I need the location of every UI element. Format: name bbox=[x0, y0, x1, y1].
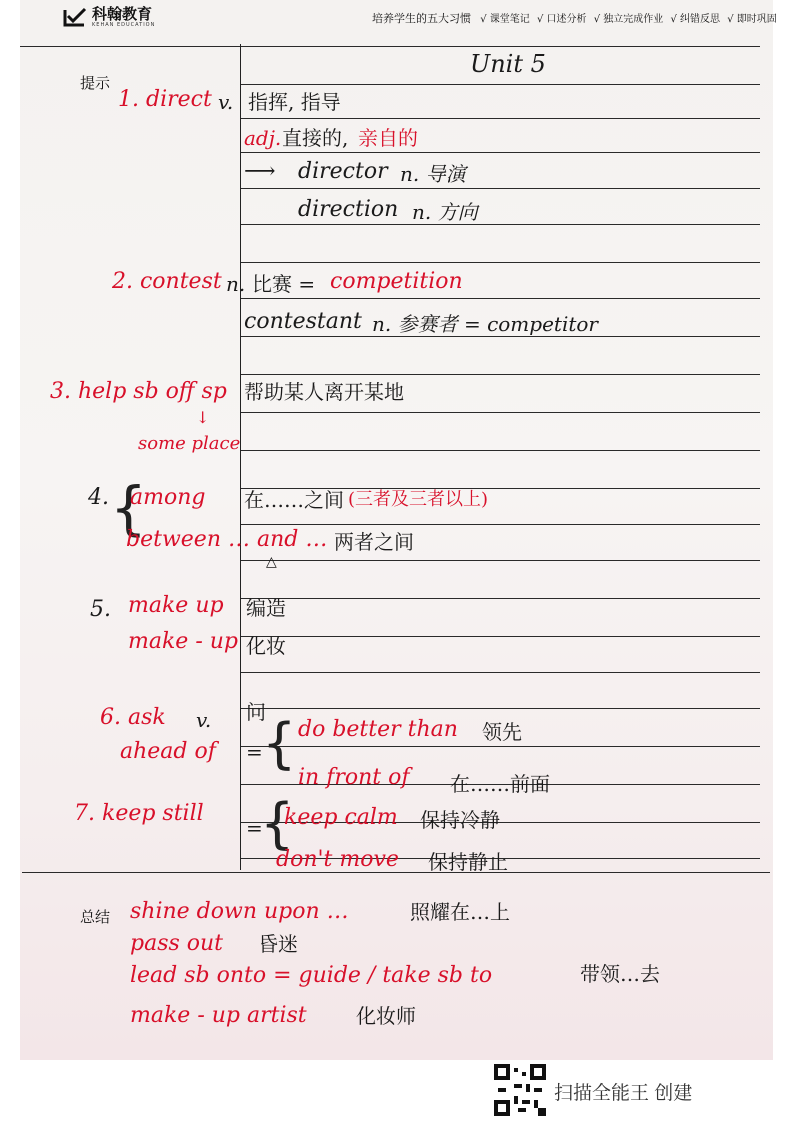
note2-meaning: 比赛 = bbox=[252, 272, 316, 296]
ruled-line bbox=[240, 672, 760, 673]
note1-adj-meaning: 直接的, bbox=[282, 126, 349, 150]
summary-line1: shine down upon … bbox=[130, 899, 349, 924]
note1-adj-tag: adj. bbox=[244, 126, 282, 150]
ruled-line bbox=[240, 84, 760, 85]
brand-name-en: KEHAN EDUCATION bbox=[92, 22, 156, 28]
note4-label: 4. bbox=[88, 485, 109, 510]
note1-term: 1. direct bbox=[118, 87, 212, 112]
ruled-line bbox=[240, 152, 760, 153]
note4-between-meaning: 两者之间 bbox=[334, 530, 414, 554]
brand-name-cn: 科翰教育 bbox=[92, 5, 153, 23]
tips-label: 提示 bbox=[80, 75, 111, 92]
note7-brace: { bbox=[260, 792, 295, 855]
ruled-line bbox=[240, 336, 760, 337]
note6-ahead: ahead of bbox=[120, 739, 216, 764]
note7-equals: = bbox=[246, 816, 263, 840]
note1-direction-meaning: n. 方向 bbox=[412, 200, 478, 224]
ruled-line bbox=[240, 262, 760, 263]
note2-contestant: contestant bbox=[244, 309, 362, 334]
ruled-line bbox=[240, 118, 760, 119]
note3-term: 3. help sb off sp bbox=[50, 379, 227, 404]
unit-title: Unit 5 bbox=[470, 50, 546, 78]
habit-item: √ 独立完成作业 bbox=[593, 14, 664, 25]
note3-arrow: ↓ bbox=[196, 408, 210, 427]
note3-meaning: 帮助某人离开某地 bbox=[244, 380, 404, 404]
note6-brace: { bbox=[262, 712, 297, 775]
note1-director: director bbox=[298, 159, 388, 184]
ruled-line bbox=[240, 560, 760, 561]
note6-term: 6. ask bbox=[100, 705, 166, 730]
note3-sp-note: some place bbox=[138, 433, 241, 454]
brand-logo bbox=[62, 6, 155, 29]
note6-pos: v. bbox=[196, 708, 212, 732]
page-header bbox=[0, 0, 793, 36]
note4-among: among bbox=[130, 485, 206, 510]
note4-among-note: (三者及三者以上) bbox=[348, 489, 489, 510]
note1-arrow: ⟶ bbox=[244, 159, 276, 184]
note7-opt2: don't move bbox=[276, 847, 399, 872]
summary-line3: lead sb onto = guide / take sb to bbox=[130, 963, 493, 988]
summary-line2: pass out bbox=[130, 931, 224, 956]
habit-item: √ 口述分析 bbox=[536, 14, 587, 25]
note1-meaning: 指挥, 指导 bbox=[248, 90, 341, 114]
note1-adj-meaning-red: 亲自的 bbox=[358, 126, 418, 150]
note7-opt1: keep calm bbox=[284, 805, 398, 830]
habit-item: √ 纠错反思 bbox=[670, 14, 720, 25]
scanner-watermark: 扫描全能王 创建 bbox=[554, 1083, 693, 1104]
ruled-line bbox=[240, 298, 760, 299]
summary-line2-cn: 昏迷 bbox=[258, 932, 298, 956]
note2-synonym: competition bbox=[330, 269, 463, 294]
note6-opt2-meaning: 在……前面 bbox=[450, 772, 550, 796]
ruled-line bbox=[240, 746, 760, 747]
ruled-line bbox=[240, 708, 760, 709]
summary-line4-cn: 化妆师 bbox=[356, 1004, 416, 1028]
note1-direction: direction bbox=[298, 197, 399, 222]
note6-meaning: 问 bbox=[246, 700, 266, 724]
summary-label: 总结 bbox=[80, 909, 111, 926]
habits-banner bbox=[372, 10, 781, 26]
habits-title: 培养学生的五大习惯 bbox=[372, 12, 471, 25]
note6-opt1-meaning: 领先 bbox=[482, 720, 522, 744]
header-rule bbox=[20, 46, 760, 47]
ruled-line bbox=[240, 598, 760, 599]
section-divider bbox=[22, 872, 770, 873]
note4-between: between … and … bbox=[126, 527, 328, 552]
note6-opt2: in front of bbox=[298, 765, 410, 790]
note7-term: 7. keep still bbox=[74, 801, 204, 826]
brand-check-icon bbox=[62, 6, 88, 28]
note5-makeup2: make - up bbox=[128, 629, 238, 654]
note2-contestant-meaning: n. 参赛者 = competitor bbox=[372, 312, 598, 336]
ruled-line bbox=[240, 524, 760, 525]
note7-opt1-meaning: 保持冷静 bbox=[420, 808, 500, 832]
ruled-line bbox=[240, 450, 760, 451]
ruled-line bbox=[240, 374, 760, 375]
note1-director-meaning: n. 导演 bbox=[400, 162, 466, 186]
summary-line4: make - up artist bbox=[130, 1003, 307, 1028]
note4-among-meaning: 在……之间 bbox=[244, 488, 344, 512]
note2-pos: n. bbox=[226, 272, 246, 296]
note5-makeup1: make up bbox=[128, 593, 224, 618]
note6-equals: = bbox=[246, 740, 263, 764]
margin-line bbox=[240, 44, 241, 870]
note4-mark: △ bbox=[266, 554, 277, 570]
habit-item: √ 即时巩固 bbox=[727, 14, 777, 25]
ruled-line bbox=[240, 224, 760, 225]
habit-item: √ 课堂笔记 bbox=[480, 14, 530, 25]
summary-line1-cn: 照耀在…上 bbox=[410, 900, 510, 924]
note5-makeup1-meaning: 编造 bbox=[246, 596, 286, 620]
summary-line3-cn: 带领…去 bbox=[580, 962, 660, 986]
ruled-line bbox=[240, 188, 760, 189]
note4-brace: { bbox=[110, 474, 147, 542]
note5-makeup2-meaning: 化妆 bbox=[246, 634, 286, 658]
qr-code-icon bbox=[494, 1064, 546, 1116]
ruled-line bbox=[240, 636, 760, 637]
note5-label: 5. bbox=[90, 597, 111, 622]
note7-opt2-meaning: 保持静止 bbox=[428, 850, 508, 874]
ruled-line bbox=[240, 412, 760, 413]
note2-term: 2. contest bbox=[112, 269, 222, 294]
note1-pos: v. bbox=[218, 90, 234, 114]
note6-opt1: do better than bbox=[298, 717, 458, 742]
